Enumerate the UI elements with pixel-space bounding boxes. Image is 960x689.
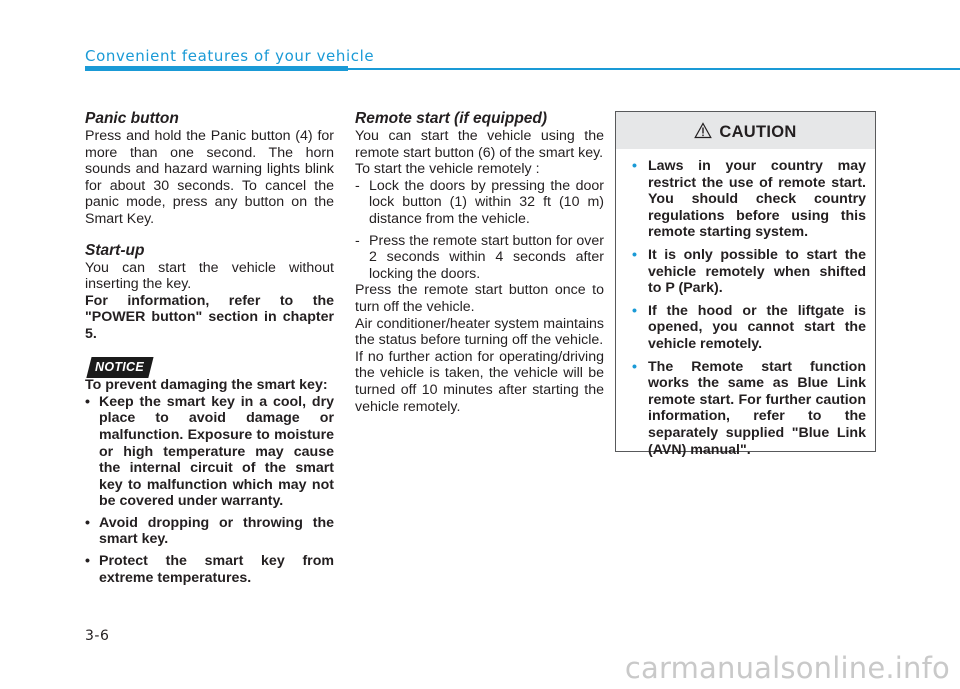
notice-badge (86, 357, 153, 378)
remote-heading: Remote start (if equipped) (355, 110, 548, 127)
bullet-dot-icon: • (85, 514, 90, 531)
bullet-dot-icon: • (632, 246, 637, 263)
remote-off-text: Press the remote start button once to turn off the vehicle. (355, 282, 604, 315)
section-title: Convenient features of your vehicle (85, 47, 375, 65)
bullet-dot-icon: • (632, 302, 637, 319)
startup-reference: For information, refer to the "POWER button" section in chapter 5. (85, 292, 334, 342)
caution-box (615, 111, 876, 458)
header-rule (348, 68, 960, 70)
list-item (85, 553, 334, 586)
notice-item-text: Avoid dropping or throwing the smart key. (99, 514, 334, 548)
bullet-dot-icon: • (85, 553, 90, 570)
notice-item-text: Keep the smart key in a cool, dry place to avoid damage or malfunction. Exposure to moisture or high temperature may cause the internal circuit of the smart key to malfunction which may not be covered under warranty. (99, 393, 334, 510)
panic-heading: Panic button (85, 110, 179, 127)
caution-header (616, 112, 875, 149)
remote-step-text: Press the remote start button for over 2 seconds within 4 seconds after locking the doors. (369, 232, 604, 282)
page-number: 3-6 (85, 628, 110, 644)
list-item (632, 359, 866, 459)
caution-item-text: It is only possible to start the vehicle remotely when shifted to P (Park). (648, 246, 866, 297)
middle-column (355, 110, 604, 415)
list-item (355, 178, 604, 228)
remote-step-text: Lock the doors by pressing the door lock button (1) within 32 ft (10 m) distance from the vehicle. (369, 177, 604, 227)
header-bar-accent (85, 66, 348, 71)
list-item (355, 233, 604, 283)
startup-text: You can start the vehicle without inserting the key. (85, 259, 334, 293)
caution-title-row (616, 122, 875, 142)
notice-label: NOTICE (95, 359, 145, 374)
remote-steps-intro: To start the vehicle remotely : (355, 161, 540, 178)
bullet-dot-icon: • (632, 358, 637, 375)
remote-intro: You can start the vehicle using the remote start button (6) of the smart key. (355, 128, 604, 161)
caution-title: CAUTION (719, 123, 797, 141)
warning-triangle-icon (694, 122, 712, 139)
remote-steps-list (355, 178, 604, 283)
notice-intro: To prevent damaging the smart key: (85, 377, 328, 394)
caution-item-text: If the hood or the liftgate is opened, you cannot start the vehicle remotely. (648, 302, 866, 352)
remote-timeout-text: If no further action for operating/driving the vehicle is taken, the vehicle will be turned off 10 minutes after starting the vehicle remotely. (355, 348, 604, 415)
list-item (85, 394, 334, 510)
remote-ac-text: Air conditioner/heater system maintains the status before turning off the vehicle. (355, 315, 604, 349)
bullet-dot-icon: • (632, 158, 637, 174)
caution-item-text: Laws in your country may restrict the use of remote start. You should check country regulations before using this remote starting system. (648, 158, 866, 241)
left-column (85, 110, 334, 586)
bullet-dot-icon: • (85, 393, 90, 410)
list-item (632, 158, 866, 241)
dash-marker: - (355, 177, 360, 194)
list-item (632, 247, 866, 297)
startup-heading: Start-up (85, 241, 145, 259)
list-item (85, 515, 334, 548)
dash-marker: - (355, 232, 360, 249)
panic-text: Press and hold the Panic button (4) for more than one second. The horn sounds and hazard warning lights blink for about 30 seconds. To cancel the panic mode, press any button on the Smart Key. (85, 128, 334, 227)
list-item (632, 303, 866, 353)
caution-list (632, 158, 866, 458)
notice-list (85, 394, 334, 587)
caution-body (616, 149, 875, 458)
caution-item-text: The Remote start function works the same as Blue Link remote start. For further caution information, refer to the separately supplied "Blue Link (AVN) manual". (648, 358, 866, 458)
notice-badge-row (85, 357, 334, 378)
notice-item-text: Protect the smart key from extreme temperatures. (99, 553, 334, 586)
watermark: carmanualsonline.info (624, 651, 950, 685)
